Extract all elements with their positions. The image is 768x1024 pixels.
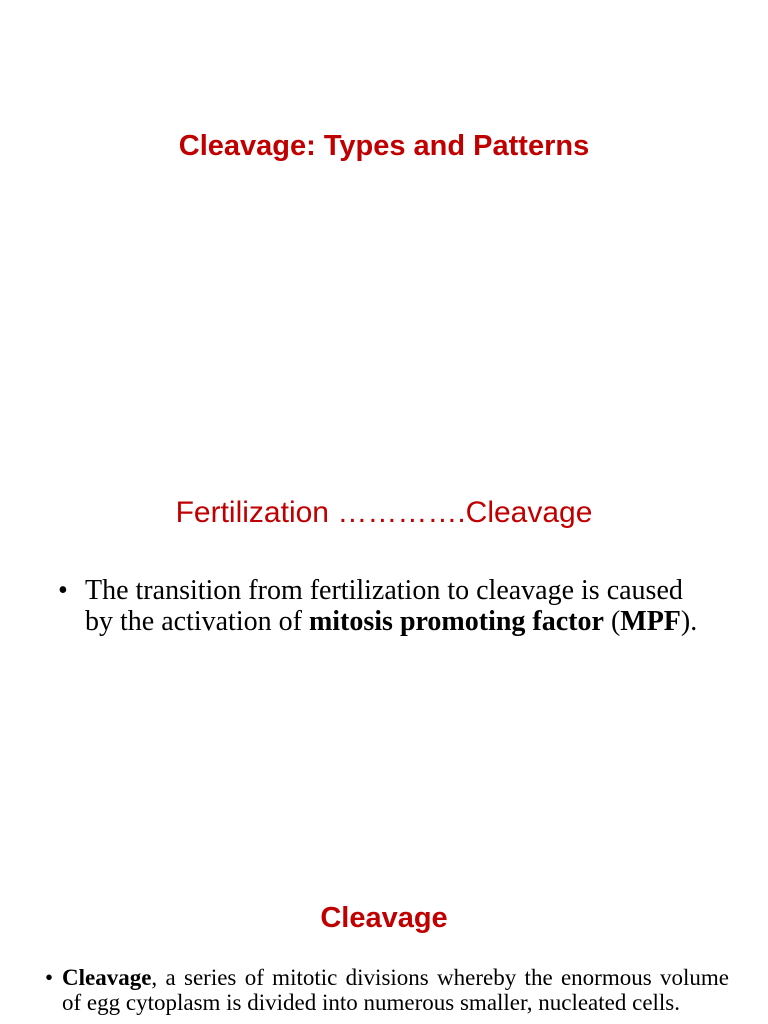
bullet-text [45,965,729,1015]
bullet-text-part: ). [680,606,698,637]
bullet-marker: • [58,575,68,606]
bullet-text-part: ( [603,606,621,637]
bullet-marker: • [45,965,54,990]
slide-title-cleavage-types: Cleavage: Types and Patterns [178,130,590,162]
bullet-cleavage-definition [45,965,729,1015]
bullet-bold-term: Cleavage [62,965,152,990]
bullet-text-part: , a series of mitotic divisions whereby the enormous volume of egg cytoplasm is divided into numerous smaller, nucleated cells. [62,965,729,1015]
bullet-text [58,575,698,637]
slide-title-cleavage: Cleavage [320,902,448,934]
bullet-text-part: The transition from fertilization to cleavage is caused by the activation of [85,575,683,637]
bullet-mpf [58,575,698,637]
slide-heading-fertilization-cleavage: Fertilization ………….Cleavage [175,496,593,529]
bullet-bold-abbrev: MPF [620,606,681,637]
bullet-bold-term: mitosis promoting factor [308,606,604,637]
